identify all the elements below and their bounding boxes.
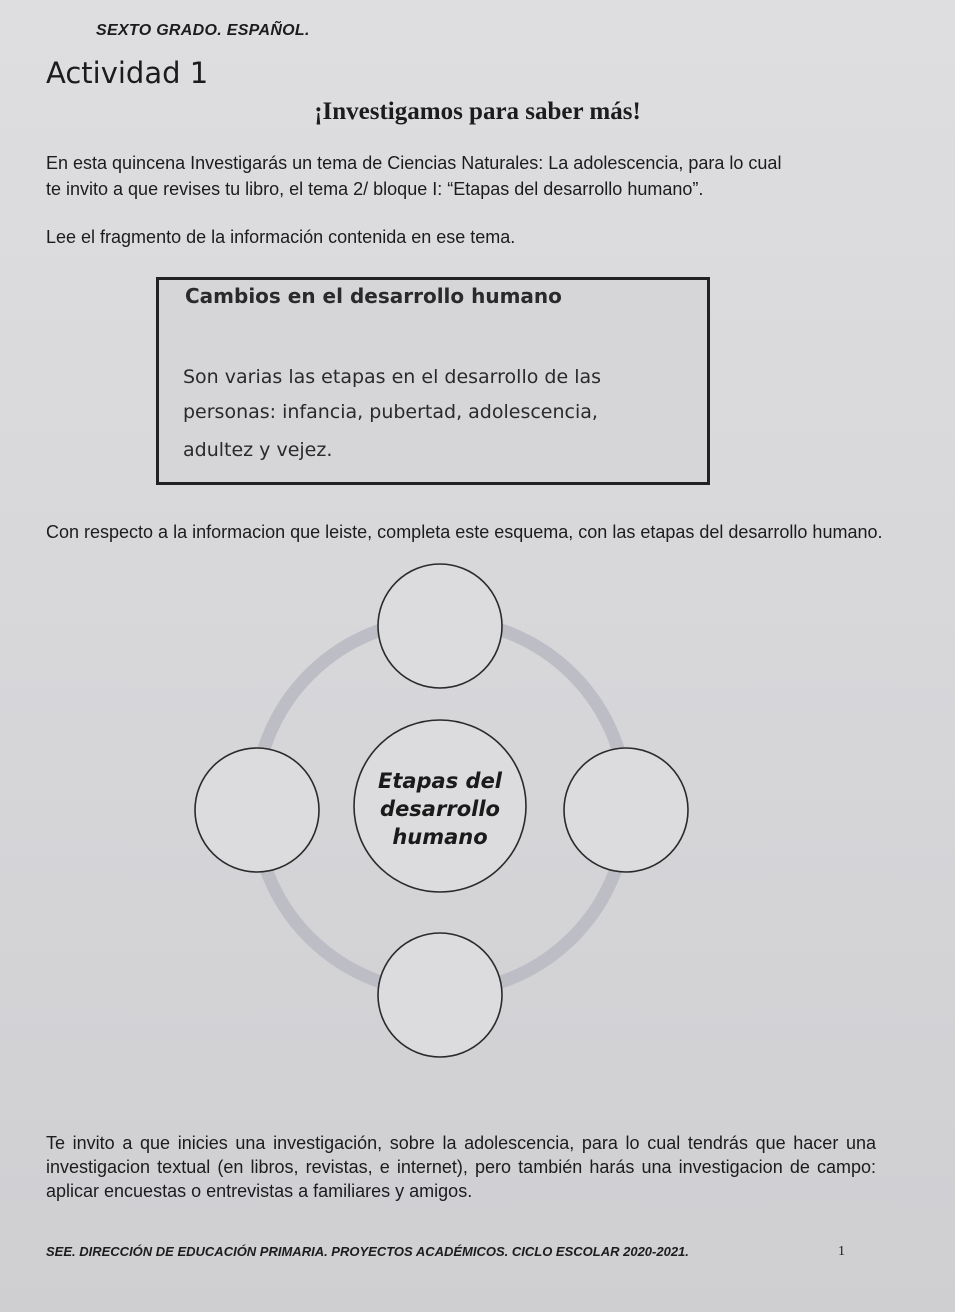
page-number: 1 xyxy=(838,1244,845,1259)
stage-circle-left[interactable] xyxy=(195,748,319,872)
grade-header: SEXTO GRADO. ESPAÑOL. xyxy=(96,22,310,39)
info-box-line-1: Son varias las etapas en el desarrollo de las xyxy=(183,366,602,388)
stage-circle-top[interactable] xyxy=(378,564,502,688)
stage-circle-right[interactable] xyxy=(564,748,688,872)
task-instruction: Con respecto a la informacion que leiste, completa este esquema, con las etapas del desarrollo humano. xyxy=(46,522,883,542)
stage-circle-bottom[interactable] xyxy=(378,933,502,1057)
info-box-title: Cambios en el desarrollo humano xyxy=(185,284,562,308)
activity-title: Actividad 1 xyxy=(46,56,209,90)
intro-line-2: te invito a que revises tu libro, el tema 2/ bloque I: “Etapas del desarrollo humano”. xyxy=(46,179,704,199)
info-box-line-3: adultez y vejez. xyxy=(183,439,333,461)
footer-text: SEE. DIRECCIÓN DE EDUCACIÓN PRIMARIA. PROYECTOS ACADÉMICOS. CICLO ESCOLAR 2020-2021. xyxy=(46,1244,689,1259)
info-box-line-2: personas: infancia, pubertad, adolescencia, xyxy=(183,401,598,423)
center-label-line-2: desarrollo xyxy=(380,797,500,821)
closing-paragraph: Te invito a que inicies una investigación, sobre la adolescencia, para lo cual tendrás que hacer una investigacion textual (en libros, revistas, e internet), pero también harás una investigacion de campo: aplicar encuestas o entrevistas a familiares y amigos. xyxy=(46,1133,876,1201)
reading-instruction: Lee el fragmento de la información contenida en ese tema. xyxy=(46,227,516,247)
center-label-line-1: Etapas del xyxy=(377,769,503,793)
center-label-line-3: humano xyxy=(392,825,488,849)
page-title: ¡Investigamos para saber más! xyxy=(314,98,641,125)
intro-line-1: En esta quincena Investigarás un tema de Ciencias Naturales: La adolescencia, para lo cual xyxy=(46,153,782,173)
diagram-center-label xyxy=(355,767,525,851)
